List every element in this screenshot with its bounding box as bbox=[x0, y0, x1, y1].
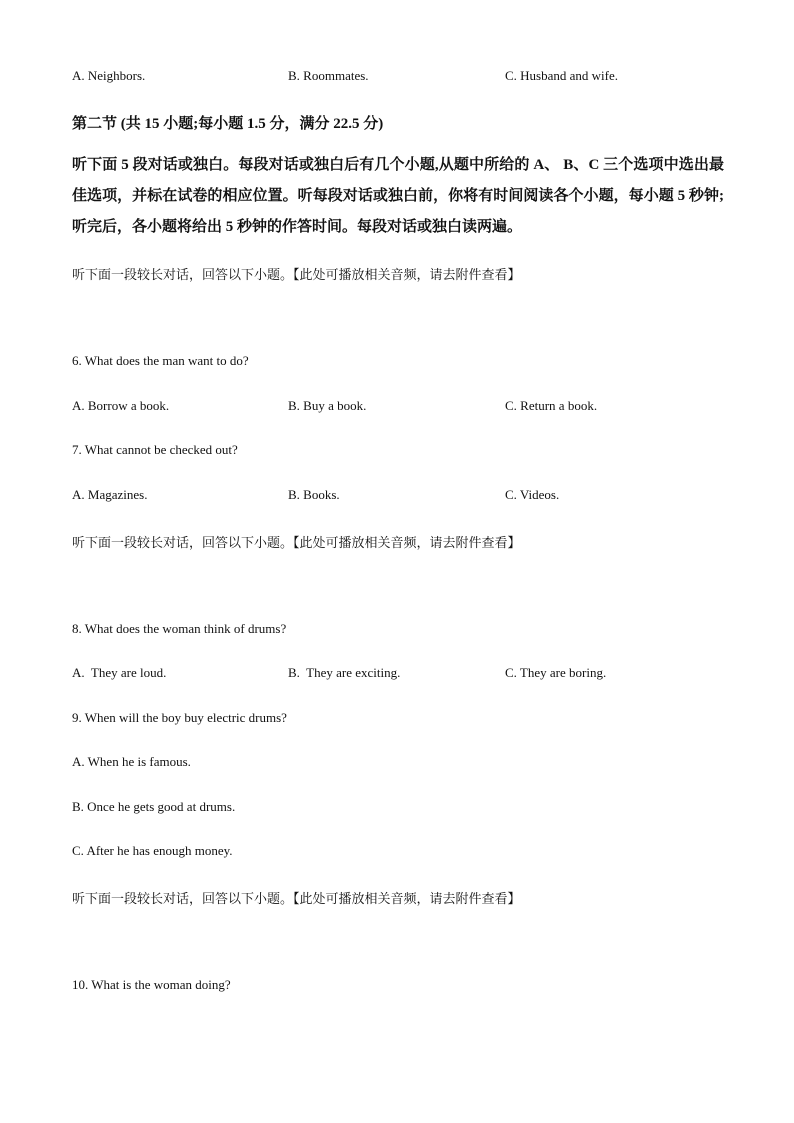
q8-option-a: A. They are loud. bbox=[72, 665, 167, 680]
q9-option-c: C. After he has enough money. bbox=[72, 843, 233, 858]
audio-prompt-2: 听下面一段较长对话，回答以下小题。【此处可播放相关音频，请去附件查看】 bbox=[72, 535, 521, 550]
q5-option-b: B. Roommates. bbox=[288, 68, 369, 83]
q7-option-b: B. Books. bbox=[288, 487, 340, 502]
audio-prompt-1: 听下面一段较长对话，回答以下小题。【此处可播放相关音频，请去附件查看】 bbox=[72, 267, 521, 282]
q8-option-c: C. They are boring. bbox=[505, 665, 607, 680]
q5-option-c: C. Husband and wife. bbox=[505, 68, 619, 83]
q7-question: 7. What cannot be checked out? bbox=[72, 442, 238, 457]
q8-question: 8. What does the woman think of drums? bbox=[72, 621, 287, 636]
q6-option-b: B. Buy a book. bbox=[288, 398, 367, 413]
q6-option-a: A. Borrow a book. bbox=[72, 398, 170, 413]
q9-question: 9. When will the boy buy electric drums? bbox=[72, 710, 287, 725]
section-title: 第二节 (共 15 小题;每小题 1.5 分，满分 22.5 分) bbox=[72, 116, 384, 132]
q7-option-c: C. Videos. bbox=[505, 487, 560, 502]
q9-option-b: B. Once he gets good at drums. bbox=[72, 799, 236, 814]
q6-question: 6. What does the man want to do? bbox=[72, 353, 249, 368]
q10-question: 10. What is the woman doing? bbox=[72, 977, 231, 992]
section-instructions: 听下面 5 段对话或独白。每段对话或独白后有几个小题,从题中所给的 A、 B、C 三个选项中选出最佳选项，并标在试卷的相应位置。听每段对话或独白前，你将有时间阅读各个小题，每小题 5 秒钟;听完后，各小题将给出 5 秒钟的作答时间。每段对话或独白读两遍。 bbox=[72, 157, 724, 235]
q8-option-b: B. They are exciting. bbox=[288, 665, 401, 680]
q5-option-a: A. Neighbors. bbox=[72, 68, 146, 83]
q6-option-c: C. Return a book. bbox=[505, 398, 598, 413]
q7-option-a: A. Magazines. bbox=[72, 487, 148, 502]
audio-prompt-3: 听下面一段较长对话，回答以下小题。【此处可播放相关音频，请去附件查看】 bbox=[72, 891, 521, 906]
q9-option-a: A. When he is famous. bbox=[72, 754, 191, 769]
